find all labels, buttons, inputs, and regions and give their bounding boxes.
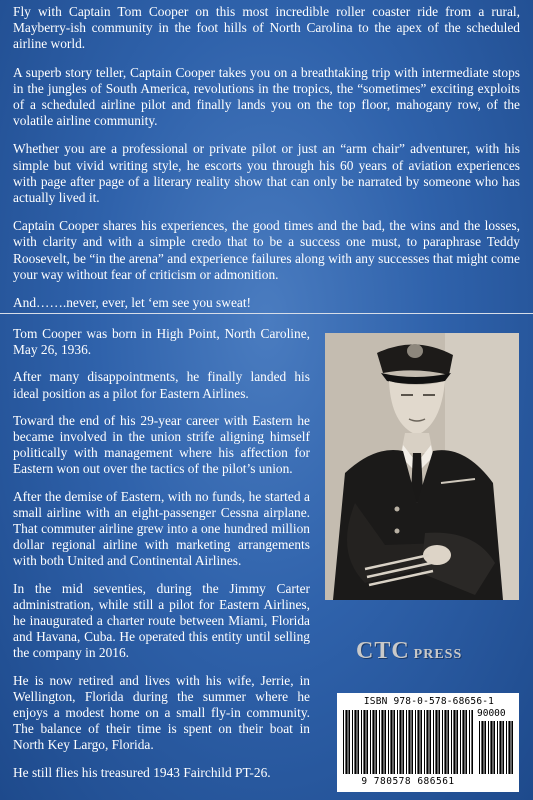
isbn-barcode <box>337 693 519 792</box>
barcode-addon-bars <box>479 721 513 774</box>
bio-paragraph: After many disappointments, he finally landed his ideal position as a pilot for Eastern Airlines. <box>13 369 310 401</box>
section-divider <box>0 313 533 314</box>
publisher-name: CTC <box>356 638 410 664</box>
publisher-logo <box>356 638 462 665</box>
bio-paragraph: In the mid seventies, during the Jimmy Carter administration, while still a pilot for Eastern Airlines, he inaugurated a charter route between Miami, Florida and Havana, Cuba. He operated this entity until selling the company in 2016. <box>13 580 310 661</box>
description-paragraph: And…….never, ever, let ‘em see you sweat! <box>13 295 252 311</box>
barcode-digits: 9 780578 686561 <box>361 776 455 787</box>
bio-paragraph: Tom Cooper was born in High Point, North Caroline, May 26, 1936. <box>13 326 310 358</box>
price-code: 90000 <box>477 708 506 719</box>
bio-paragraph: Toward the end of his 29-year career with Eastern he became involved in the union strife aligning himself politically with management where his affection for Eastern won out over the tactics of the pilot’s union. <box>13 412 310 477</box>
publisher-suffix: PRESS <box>413 647 463 662</box>
author-bio <box>13 326 310 792</box>
description-paragraph: Whether you are a professional or private pilot or just an “arm chair” adventurer, with his simple but vivid writing style, he escorts you through his 60 years of aviation experiences with page after page of a literary reality show that can only be narrated by someone who has actually lived it. <box>13 141 520 206</box>
description-paragraph: A superb story teller, Captain Cooper takes you on a breathtaking trip with intermediate stops in the jungles of South America, revolutions in the tropics, the “sometimes” exciting exploits of a scheduled airline pilot and finally lands you on the top floor, mahogany row, of the volatile airline community. <box>13 64 520 129</box>
bio-paragraph: He is now retired and lives with his wife, Jerrie, in Wellington, Florida during the summer where he enjoys a modest home on a small fly-in community. The balance of their time is spent on their boat in North Key Largo, Florida. <box>13 672 310 753</box>
isbn-label: ISBN 978-0-578-68656-1 <box>363 696 495 707</box>
author-photo <box>325 333 519 600</box>
book-description <box>13 4 520 323</box>
bio-paragraph: After the demise of Eastern, with no funds, he started a small airline with an eight-passenger Cessna airplane. That commuter airline grew into a one hundred million dollar regional airline with marketing arrangements with both United and Continental Airlines. <box>13 488 310 569</box>
description-paragraph: Fly with Captain Tom Cooper on this most incredible roller coaster ride from a rural, Mayberry-ish community in the foot hills of North Carolina to the apex of the scheduled airline world. <box>13 4 520 52</box>
description-paragraph: Captain Cooper shares his experiences, the good times and the bad, the wins and the losses, with clarity and with a simple credo that to be a success one must, to paraphrase Teddy Roosevelt, be “in the arena” and experience failures along with any successes that might come your way without fear of criticism or admonition. <box>13 218 520 282</box>
bio-paragraph: He still flies his treasured 1943 Fairchild PT-26. <box>13 764 271 780</box>
barcode-bars <box>343 710 473 774</box>
pilot-portrait-image <box>325 333 519 600</box>
